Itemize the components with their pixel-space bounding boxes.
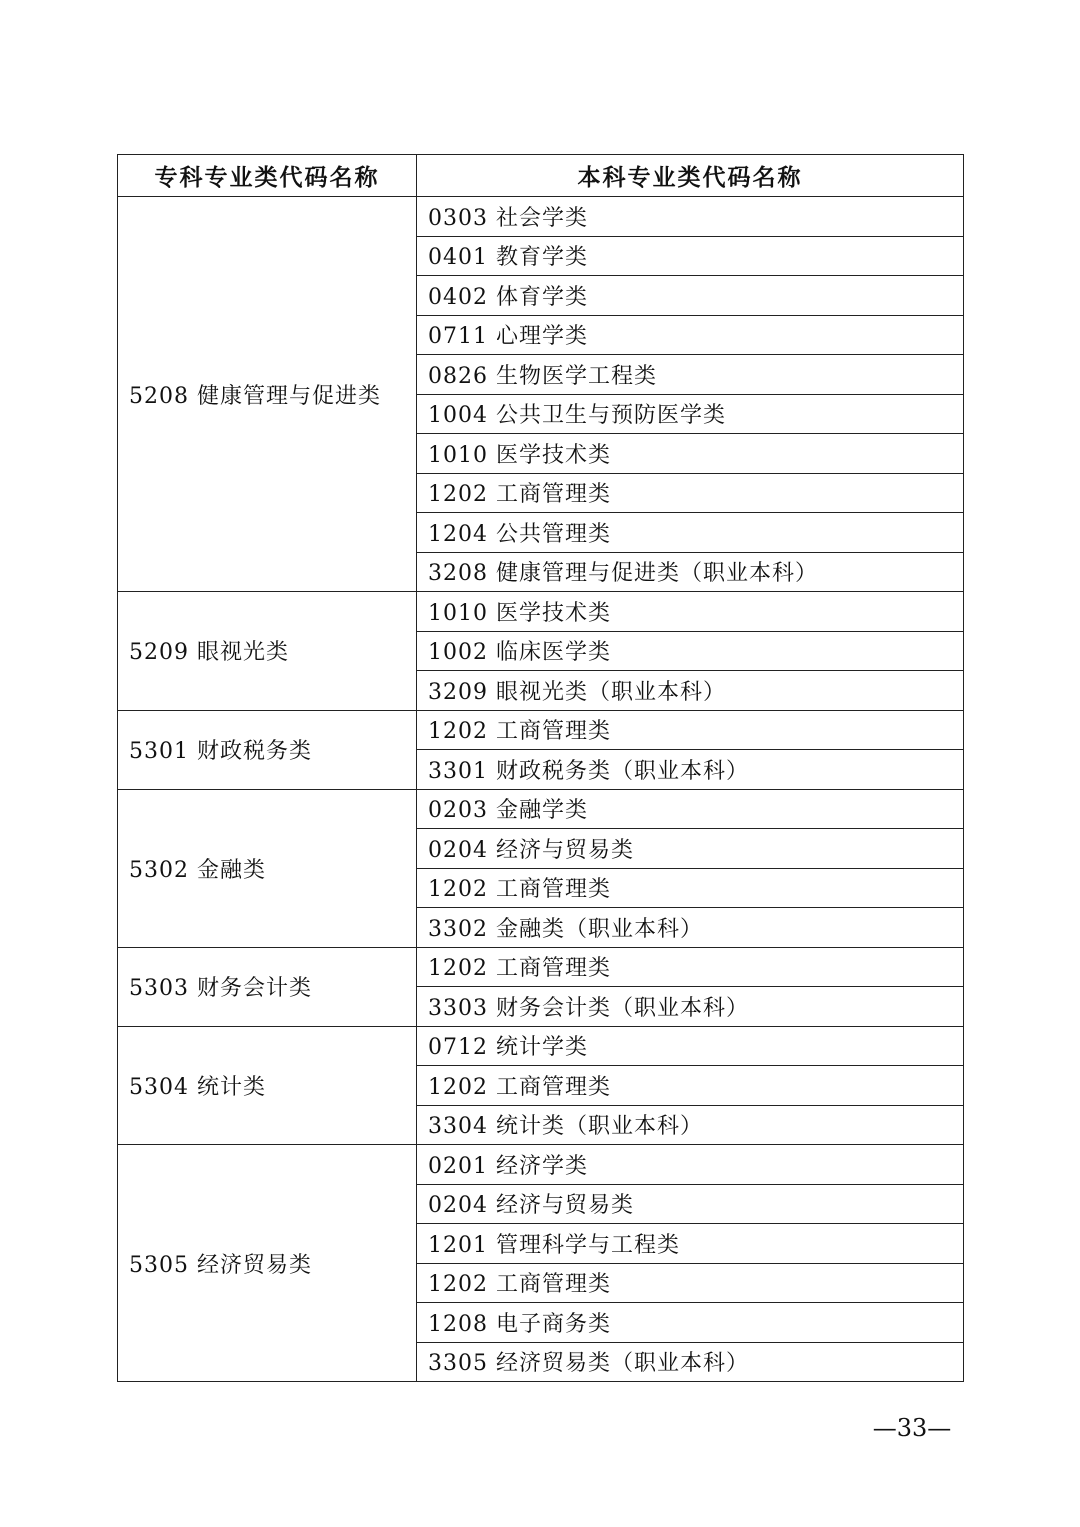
zhuanke-category-cell: 5301 财政税务类 bbox=[118, 710, 417, 789]
zhuanke-category-cell: 5305 经济贸易类 bbox=[118, 1145, 417, 1382]
benke-category-cell: 0303 社会学类 bbox=[417, 197, 964, 237]
zhuanke-category-cell: 5303 财务会计类 bbox=[118, 947, 417, 1026]
major-mapping-table bbox=[117, 154, 964, 1382]
table-row bbox=[118, 947, 964, 987]
benke-category-cell: 0402 体育学类 bbox=[417, 276, 964, 316]
table-row bbox=[118, 197, 964, 237]
benke-category-cell: 3209 眼视光类（职业本科） bbox=[417, 671, 964, 711]
benke-category-cell: 1202 工商管理类 bbox=[417, 868, 964, 908]
benke-category-cell: 1010 医学技术类 bbox=[417, 434, 964, 474]
benke-category-cell: 0401 教育学类 bbox=[417, 236, 964, 276]
table-row bbox=[118, 710, 964, 750]
benke-category-cell: 1202 工商管理类 bbox=[417, 947, 964, 987]
zhuanke-category-cell: 5302 金融类 bbox=[118, 789, 417, 947]
benke-category-cell: 0204 经济与贸易类 bbox=[417, 829, 964, 869]
benke-category-cell: 3208 健康管理与促进类（职业本科） bbox=[417, 552, 964, 592]
benke-category-cell: 1202 工商管理类 bbox=[417, 710, 964, 750]
zhuanke-category-cell: 5209 眼视光类 bbox=[118, 592, 417, 711]
benke-category-cell: 1004 公共卫生与预防医学类 bbox=[417, 394, 964, 434]
benke-category-cell: 3305 经济贸易类（职业本科） bbox=[417, 1342, 964, 1382]
benke-category-cell: 1202 工商管理类 bbox=[417, 1066, 964, 1106]
table-row bbox=[118, 1026, 964, 1066]
benke-category-cell: 3303 财务会计类（职业本科） bbox=[417, 987, 964, 1027]
benke-category-cell: 0826 生物医学工程类 bbox=[417, 355, 964, 395]
header-zhuanke: 专科专业类代码名称 bbox=[118, 155, 417, 197]
benke-category-cell: 3301 财政税务类（职业本科） bbox=[417, 750, 964, 790]
benke-category-cell: 0201 经济学类 bbox=[417, 1145, 964, 1185]
benke-category-cell: 1010 医学技术类 bbox=[417, 592, 964, 632]
table-row bbox=[118, 1145, 964, 1185]
benke-category-cell: 1202 工商管理类 bbox=[417, 1263, 964, 1303]
benke-category-cell: 3302 金融类（职业本科） bbox=[417, 908, 964, 948]
benke-category-cell: 0711 心理学类 bbox=[417, 315, 964, 355]
table-header-row bbox=[118, 155, 964, 197]
benke-category-cell: 0203 金融学类 bbox=[417, 789, 964, 829]
benke-category-cell: 1201 管理科学与工程类 bbox=[417, 1224, 964, 1264]
zhuanke-category-cell: 5304 统计类 bbox=[118, 1026, 417, 1145]
table-body bbox=[118, 197, 964, 1382]
benke-category-cell: 1202 工商管理类 bbox=[417, 473, 964, 513]
benke-category-cell: 0712 统计学类 bbox=[417, 1026, 964, 1066]
page-number: —33— bbox=[872, 1414, 952, 1442]
header-benke: 本科专业类代码名称 bbox=[417, 155, 964, 197]
benke-category-cell: 1204 公共管理类 bbox=[417, 513, 964, 553]
table-row bbox=[118, 789, 964, 829]
table-row bbox=[118, 592, 964, 632]
benke-category-cell: 1208 电子商务类 bbox=[417, 1303, 964, 1343]
benke-category-cell: 0204 经济与贸易类 bbox=[417, 1184, 964, 1224]
benke-category-cell: 1002 临床医学类 bbox=[417, 631, 964, 671]
zhuanke-category-cell: 5208 健康管理与促进类 bbox=[118, 197, 417, 592]
benke-category-cell: 3304 统计类（职业本科） bbox=[417, 1105, 964, 1145]
